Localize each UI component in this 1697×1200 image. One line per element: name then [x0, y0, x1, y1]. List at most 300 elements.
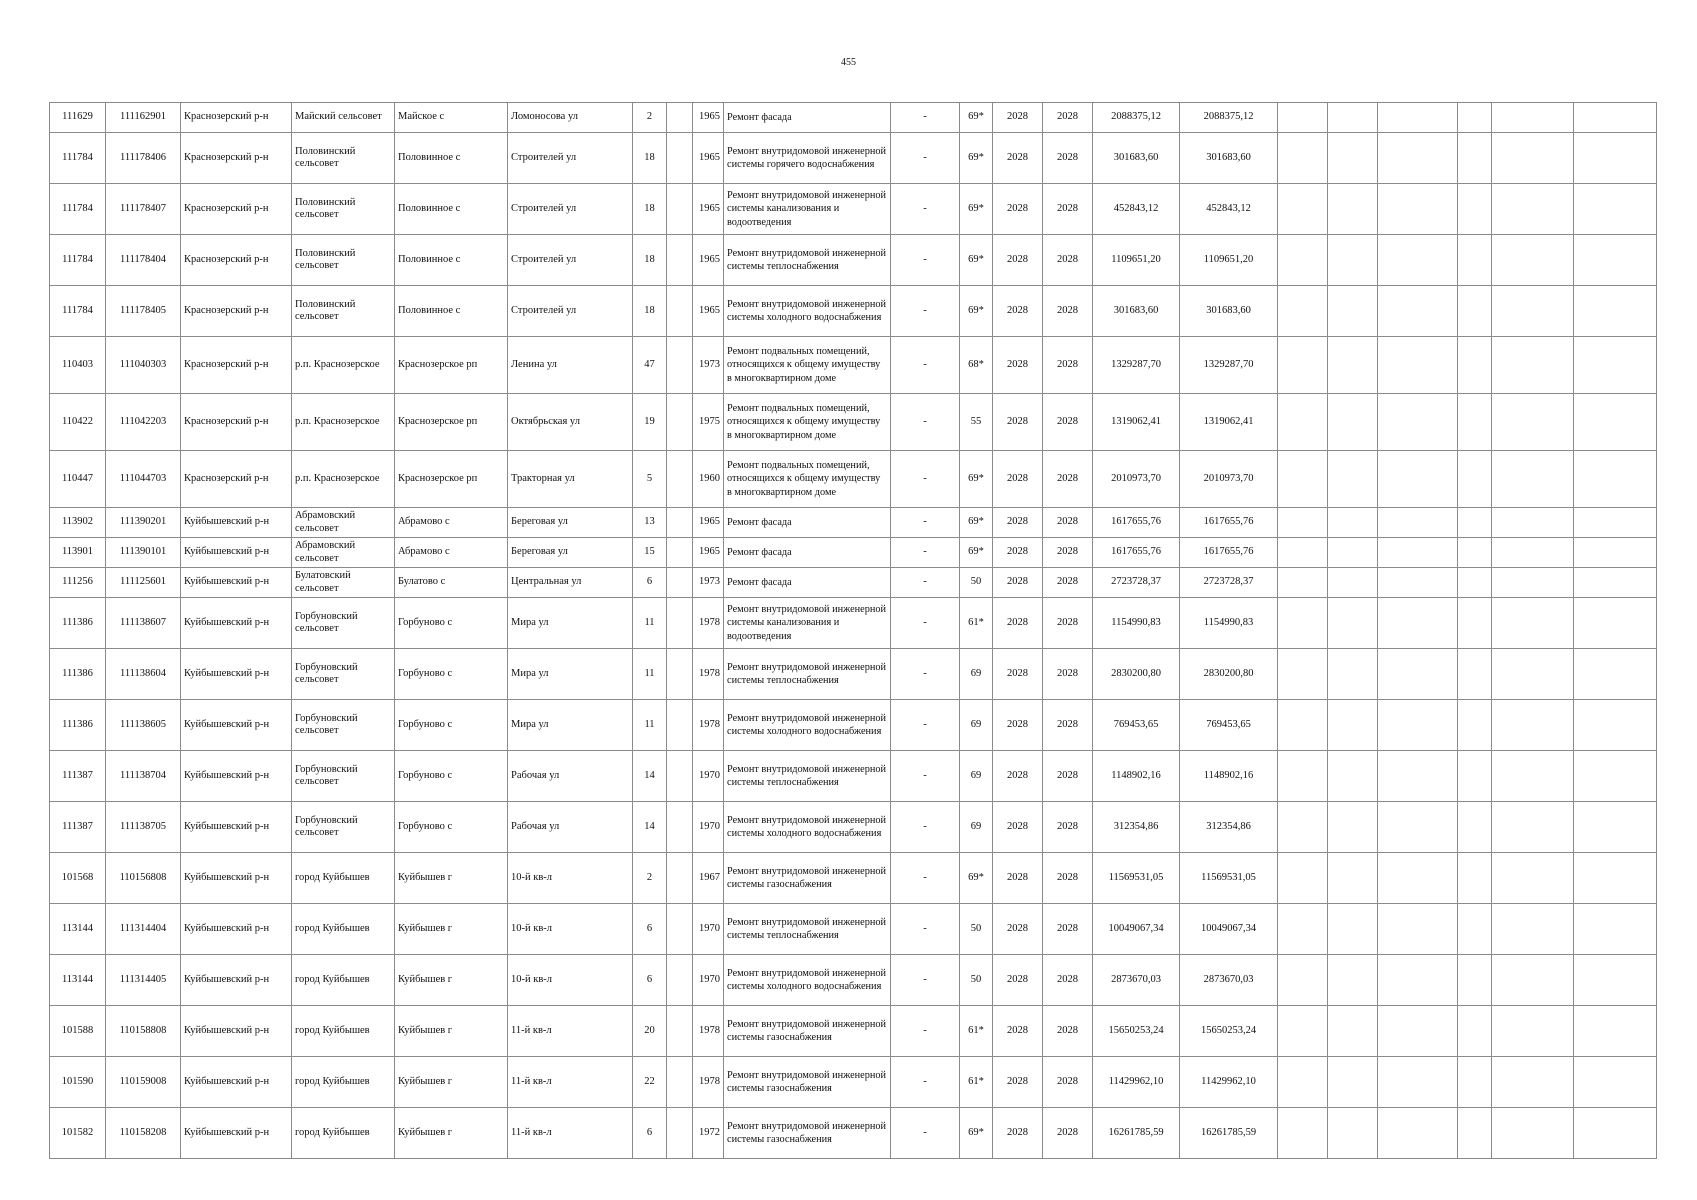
empty-cell: [1328, 649, 1378, 700]
total-cost-cell: 1109651,20: [1180, 235, 1278, 286]
empty-cell: [1378, 508, 1458, 538]
table-row: [50, 700, 1657, 751]
plan-year-end-cell: 2028: [1043, 235, 1093, 286]
empty-cell: [1328, 568, 1378, 598]
empty-cell: [1492, 1057, 1574, 1108]
house-number-cell: 5: [633, 451, 667, 508]
settlement-cell: Горбуновский сельсовет: [292, 700, 395, 751]
empty-cell: [1328, 955, 1378, 1006]
empty-cell: [1278, 700, 1328, 751]
work-type-cell: Ремонт фасада: [724, 538, 891, 568]
construction-year-cell: 1965: [693, 235, 724, 286]
construction-year-cell: 1965: [693, 508, 724, 538]
settlement-cell: город Куйбышев: [292, 1006, 395, 1057]
empty-cell: [1458, 751, 1492, 802]
district-cell: Краснозерский р-н: [181, 394, 292, 451]
building-cell: [667, 235, 693, 286]
wear-percent-cell: 50: [960, 568, 993, 598]
locality-cell: Абрамово с: [395, 508, 508, 538]
wear-percent-cell: 69*: [960, 184, 993, 235]
settlement-cell: р.п. Краснозерское: [292, 337, 395, 394]
settlement-cell: город Куйбышев: [292, 1108, 395, 1159]
table-row: [50, 286, 1657, 337]
district-cell: Куйбышевский р-н: [181, 1108, 292, 1159]
empty-cell: [1458, 1108, 1492, 1159]
empty-cell: [1458, 1057, 1492, 1108]
dash-cell: -: [891, 133, 960, 184]
row-id-cell: 111386: [50, 649, 106, 700]
building-cell: [667, 1057, 693, 1108]
dash-cell: -: [891, 337, 960, 394]
building-cell: [667, 568, 693, 598]
street-cell: 10-й кв-л: [508, 904, 633, 955]
house-number-cell: 6: [633, 1108, 667, 1159]
empty-cell: [1458, 394, 1492, 451]
locality-cell: Половинное с: [395, 133, 508, 184]
locality-cell: Куйбышев г: [395, 853, 508, 904]
plan-year-start-cell: 2028: [993, 1057, 1043, 1108]
plan-year-start-cell: 2028: [993, 394, 1043, 451]
empty-cell: [1574, 955, 1657, 1006]
work-type-cell: Ремонт подвальных помещений, относящихся к общему имуществу в многоквартирном доме: [724, 451, 891, 508]
street-cell: Мира ул: [508, 598, 633, 649]
street-cell: Октябрьская ул: [508, 394, 633, 451]
plan-year-start-cell: 2028: [993, 103, 1043, 133]
empty-cell: [1378, 649, 1458, 700]
wear-percent-cell: 69*: [960, 451, 993, 508]
empty-cell: [1458, 103, 1492, 133]
empty-cell: [1278, 103, 1328, 133]
wear-percent-cell: 50: [960, 904, 993, 955]
house-number-cell: 2: [633, 103, 667, 133]
district-cell: Куйбышевский р-н: [181, 649, 292, 700]
street-cell: Ленина ул: [508, 337, 633, 394]
empty-cell: [1278, 853, 1328, 904]
cost-cell: 2873670,03: [1093, 955, 1180, 1006]
construction-year-cell: 1965: [693, 286, 724, 337]
empty-cell: [1328, 235, 1378, 286]
empty-cell: [1378, 751, 1458, 802]
plan-year-start-cell: 2028: [993, 955, 1043, 1006]
settlement-cell: Майский сельсовет: [292, 103, 395, 133]
plan-year-end-cell: 2028: [1043, 394, 1093, 451]
row-code-cell: 111125601: [106, 568, 181, 598]
building-cell: [667, 133, 693, 184]
empty-cell: [1574, 394, 1657, 451]
cost-cell: 1617655,76: [1093, 508, 1180, 538]
plan-year-end-cell: 2028: [1043, 955, 1093, 1006]
table-row: [50, 568, 1657, 598]
empty-cell: [1378, 394, 1458, 451]
empty-cell: [1574, 451, 1657, 508]
district-cell: Куйбышевский р-н: [181, 700, 292, 751]
empty-cell: [1492, 700, 1574, 751]
house-number-cell: 47: [633, 337, 667, 394]
wear-percent-cell: 61*: [960, 598, 993, 649]
dash-cell: -: [891, 538, 960, 568]
empty-cell: [1458, 508, 1492, 538]
table-row: [50, 538, 1657, 568]
cost-cell: 10049067,34: [1093, 904, 1180, 955]
empty-cell: [1278, 904, 1328, 955]
locality-cell: Булатово с: [395, 568, 508, 598]
empty-cell: [1278, 1057, 1328, 1108]
row-id-cell: 110422: [50, 394, 106, 451]
empty-cell: [1378, 1057, 1458, 1108]
table-row: [50, 802, 1657, 853]
table-row: [50, 904, 1657, 955]
empty-cell: [1278, 955, 1328, 1006]
cost-cell: 301683,60: [1093, 133, 1180, 184]
empty-cell: [1458, 904, 1492, 955]
row-code-cell: 111138605: [106, 700, 181, 751]
plan-year-end-cell: 2028: [1043, 751, 1093, 802]
empty-cell: [1458, 286, 1492, 337]
building-cell: [667, 802, 693, 853]
empty-cell: [1458, 451, 1492, 508]
locality-cell: Краснозерское рп: [395, 337, 508, 394]
empty-cell: [1574, 508, 1657, 538]
house-number-cell: 6: [633, 568, 667, 598]
house-number-cell: 19: [633, 394, 667, 451]
empty-cell: [1492, 853, 1574, 904]
plan-year-start-cell: 2028: [993, 1108, 1043, 1159]
work-type-cell: Ремонт подвальных помещений, относящихся к общему имуществу в многоквартирном доме: [724, 394, 891, 451]
empty-cell: [1328, 538, 1378, 568]
table-row: [50, 853, 1657, 904]
construction-year-cell: 1970: [693, 904, 724, 955]
row-id-cell: 111784: [50, 235, 106, 286]
dash-cell: -: [891, 184, 960, 235]
house-number-cell: 11: [633, 700, 667, 751]
empty-cell: [1378, 1006, 1458, 1057]
empty-cell: [1574, 568, 1657, 598]
empty-cell: [1328, 337, 1378, 394]
work-type-cell: Ремонт внутридомовой инженерной системы холодного водоснабжения: [724, 802, 891, 853]
street-cell: Строителей ул: [508, 133, 633, 184]
row-code-cell: 111314404: [106, 904, 181, 955]
settlement-cell: Булатовский сельсовет: [292, 568, 395, 598]
total-cost-cell: 2830200,80: [1180, 649, 1278, 700]
table-row: [50, 649, 1657, 700]
row-id-cell: 113144: [50, 904, 106, 955]
total-cost-cell: 1329287,70: [1180, 337, 1278, 394]
settlement-cell: Горбуновский сельсовет: [292, 598, 395, 649]
row-code-cell: 111044703: [106, 451, 181, 508]
empty-cell: [1458, 184, 1492, 235]
dash-cell: -: [891, 451, 960, 508]
settlement-cell: город Куйбышев: [292, 1057, 395, 1108]
street-cell: Строителей ул: [508, 235, 633, 286]
work-type-cell: Ремонт внутридомовой инженерной системы газоснабжения: [724, 853, 891, 904]
empty-cell: [1378, 1108, 1458, 1159]
wear-percent-cell: 69*: [960, 853, 993, 904]
empty-cell: [1328, 802, 1378, 853]
empty-cell: [1328, 133, 1378, 184]
work-type-cell: Ремонт внутридомовой инженерной системы канализования и водоотведения: [724, 184, 891, 235]
house-number-cell: 14: [633, 802, 667, 853]
row-id-cell: 111256: [50, 568, 106, 598]
empty-cell: [1328, 103, 1378, 133]
row-id-cell: 111387: [50, 751, 106, 802]
work-type-cell: Ремонт внутридомовой инженерной системы газоснабжения: [724, 1108, 891, 1159]
house-number-cell: 6: [633, 955, 667, 1006]
empty-cell: [1328, 853, 1378, 904]
row-code-cell: 110159008: [106, 1057, 181, 1108]
empty-cell: [1574, 235, 1657, 286]
building-cell: [667, 853, 693, 904]
empty-cell: [1492, 955, 1574, 1006]
empty-cell: [1278, 184, 1328, 235]
empty-cell: [1574, 184, 1657, 235]
empty-cell: [1378, 904, 1458, 955]
work-type-cell: Ремонт внутридомовой инженерной системы канализования и водоотведения: [724, 598, 891, 649]
cost-cell: 452843,12: [1093, 184, 1180, 235]
empty-cell: [1378, 184, 1458, 235]
work-type-cell: Ремонт внутридомовой инженерной системы теплоснабжения: [724, 649, 891, 700]
empty-cell: [1574, 649, 1657, 700]
street-cell: Строителей ул: [508, 184, 633, 235]
total-cost-cell: 10049067,34: [1180, 904, 1278, 955]
building-cell: [667, 904, 693, 955]
house-number-cell: 18: [633, 184, 667, 235]
cost-cell: 1109651,20: [1093, 235, 1180, 286]
table-row: [50, 598, 1657, 649]
empty-cell: [1278, 508, 1328, 538]
dash-cell: -: [891, 904, 960, 955]
empty-cell: [1574, 133, 1657, 184]
work-type-cell: Ремонт внутридомовой инженерной системы холодного водоснабжения: [724, 286, 891, 337]
building-cell: [667, 1108, 693, 1159]
building-cell: [667, 184, 693, 235]
cost-cell: 2723728,37: [1093, 568, 1180, 598]
empty-cell: [1378, 955, 1458, 1006]
dash-cell: -: [891, 649, 960, 700]
wear-percent-cell: 61*: [960, 1057, 993, 1108]
plan-year-start-cell: 2028: [993, 133, 1043, 184]
wear-percent-cell: 69*: [960, 508, 993, 538]
plan-year-end-cell: 2028: [1043, 1006, 1093, 1057]
house-number-cell: 18: [633, 133, 667, 184]
empty-cell: [1458, 235, 1492, 286]
table-row: [50, 1006, 1657, 1057]
locality-cell: Майское с: [395, 103, 508, 133]
row-id-cell: 101582: [50, 1108, 106, 1159]
district-cell: Куйбышевский р-н: [181, 568, 292, 598]
settlement-cell: Половинский сельсовет: [292, 286, 395, 337]
total-cost-cell: 16261785,59: [1180, 1108, 1278, 1159]
row-id-cell: 111784: [50, 133, 106, 184]
plan-year-start-cell: 2028: [993, 337, 1043, 394]
plan-year-end-cell: 2028: [1043, 133, 1093, 184]
dash-cell: -: [891, 598, 960, 649]
construction-year-cell: 1973: [693, 337, 724, 394]
wear-percent-cell: 69*: [960, 286, 993, 337]
table-row: [50, 508, 1657, 538]
wear-percent-cell: 69*: [960, 538, 993, 568]
row-id-cell: 101590: [50, 1057, 106, 1108]
row-code-cell: 111314405: [106, 955, 181, 1006]
dash-cell: -: [891, 853, 960, 904]
row-code-cell: 110158208: [106, 1108, 181, 1159]
wear-percent-cell: 69*: [960, 133, 993, 184]
work-type-cell: Ремонт фасада: [724, 568, 891, 598]
locality-cell: Горбуново с: [395, 751, 508, 802]
street-cell: 11-й кв-л: [508, 1108, 633, 1159]
house-number-cell: 6: [633, 904, 667, 955]
plan-year-start-cell: 2028: [993, 904, 1043, 955]
empty-cell: [1492, 508, 1574, 538]
plan-year-start-cell: 2028: [993, 598, 1043, 649]
house-number-cell: 18: [633, 235, 667, 286]
table-body: [50, 103, 1657, 1159]
empty-cell: [1328, 904, 1378, 955]
row-code-cell: 111138705: [106, 802, 181, 853]
cost-cell: 1329287,70: [1093, 337, 1180, 394]
construction-year-cell: 1972: [693, 1108, 724, 1159]
empty-cell: [1574, 286, 1657, 337]
empty-cell: [1378, 286, 1458, 337]
empty-cell: [1574, 853, 1657, 904]
construction-year-cell: 1978: [693, 1057, 724, 1108]
building-cell: [667, 103, 693, 133]
cost-cell: 1319062,41: [1093, 394, 1180, 451]
empty-cell: [1278, 1108, 1328, 1159]
cost-cell: 1148902,16: [1093, 751, 1180, 802]
empty-cell: [1458, 133, 1492, 184]
locality-cell: Куйбышев г: [395, 1006, 508, 1057]
empty-cell: [1492, 103, 1574, 133]
table-row: [50, 337, 1657, 394]
total-cost-cell: 769453,65: [1180, 700, 1278, 751]
district-cell: Краснозерский р-н: [181, 451, 292, 508]
plan-year-end-cell: 2028: [1043, 538, 1093, 568]
work-type-cell: Ремонт внутридомовой инженерной системы холодного водоснабжения: [724, 700, 891, 751]
empty-cell: [1492, 538, 1574, 568]
district-cell: Куйбышевский р-н: [181, 1006, 292, 1057]
plan-year-end-cell: 2028: [1043, 451, 1093, 508]
work-type-cell: Ремонт фасада: [724, 103, 891, 133]
building-cell: [667, 598, 693, 649]
empty-cell: [1378, 700, 1458, 751]
street-cell: Мира ул: [508, 649, 633, 700]
settlement-cell: Горбуновский сельсовет: [292, 649, 395, 700]
cost-cell: 1154990,83: [1093, 598, 1180, 649]
empty-cell: [1328, 451, 1378, 508]
empty-cell: [1492, 451, 1574, 508]
construction-year-cell: 1978: [693, 700, 724, 751]
empty-cell: [1278, 451, 1328, 508]
total-cost-cell: 301683,60: [1180, 133, 1278, 184]
empty-cell: [1458, 853, 1492, 904]
empty-cell: [1574, 904, 1657, 955]
empty-cell: [1278, 568, 1328, 598]
construction-year-cell: 1978: [693, 1006, 724, 1057]
construction-year-cell: 1965: [693, 184, 724, 235]
empty-cell: [1278, 337, 1328, 394]
empty-cell: [1492, 235, 1574, 286]
locality-cell: Горбуново с: [395, 802, 508, 853]
construction-year-cell: 1975: [693, 394, 724, 451]
empty-cell: [1278, 235, 1328, 286]
empty-cell: [1378, 133, 1458, 184]
cost-cell: 2088375,12: [1093, 103, 1180, 133]
dash-cell: -: [891, 286, 960, 337]
table-row: [50, 751, 1657, 802]
street-cell: 11-й кв-л: [508, 1006, 633, 1057]
plan-year-start-cell: 2028: [993, 184, 1043, 235]
district-cell: Краснозерский р-н: [181, 337, 292, 394]
row-code-cell: 111162901: [106, 103, 181, 133]
locality-cell: Куйбышев г: [395, 1057, 508, 1108]
construction-year-cell: 1967: [693, 853, 724, 904]
district-cell: Куйбышевский р-н: [181, 751, 292, 802]
dash-cell: -: [891, 568, 960, 598]
row-id-cell: 101588: [50, 1006, 106, 1057]
house-number-cell: 18: [633, 286, 667, 337]
wear-percent-cell: 61*: [960, 1006, 993, 1057]
empty-cell: [1378, 337, 1458, 394]
plan-year-start-cell: 2028: [993, 568, 1043, 598]
locality-cell: Горбуново с: [395, 700, 508, 751]
street-cell: Рабочая ул: [508, 802, 633, 853]
locality-cell: Половинное с: [395, 235, 508, 286]
street-cell: Строителей ул: [508, 286, 633, 337]
table-row: [50, 184, 1657, 235]
district-cell: Куйбышевский р-н: [181, 955, 292, 1006]
cost-cell: 312354,86: [1093, 802, 1180, 853]
empty-cell: [1574, 538, 1657, 568]
total-cost-cell: 312354,86: [1180, 802, 1278, 853]
plan-year-start-cell: 2028: [993, 802, 1043, 853]
plan-year-end-cell: 2028: [1043, 598, 1093, 649]
plan-year-start-cell: 2028: [993, 538, 1043, 568]
row-code-cell: 111138607: [106, 598, 181, 649]
empty-cell: [1378, 853, 1458, 904]
row-id-cell: 111387: [50, 802, 106, 853]
row-id-cell: 113144: [50, 955, 106, 1006]
empty-cell: [1492, 751, 1574, 802]
total-cost-cell: 2723728,37: [1180, 568, 1278, 598]
page-number: 455: [841, 57, 856, 68]
building-cell: [667, 751, 693, 802]
total-cost-cell: 1617655,76: [1180, 538, 1278, 568]
total-cost-cell: 1617655,76: [1180, 508, 1278, 538]
district-cell: Куйбышевский р-н: [181, 598, 292, 649]
settlement-cell: город Куйбышев: [292, 853, 395, 904]
dash-cell: -: [891, 1057, 960, 1108]
plan-year-start-cell: 2028: [993, 1006, 1043, 1057]
empty-cell: [1328, 1108, 1378, 1159]
dash-cell: -: [891, 235, 960, 286]
empty-cell: [1278, 1006, 1328, 1057]
street-cell: Тракторная ул: [508, 451, 633, 508]
settlement-cell: Горбуновский сельсовет: [292, 802, 395, 853]
locality-cell: Половинное с: [395, 184, 508, 235]
empty-cell: [1278, 802, 1328, 853]
cost-cell: 2010973,70: [1093, 451, 1180, 508]
locality-cell: Краснозерское рп: [395, 394, 508, 451]
table-row: [50, 1057, 1657, 1108]
empty-cell: [1378, 235, 1458, 286]
table-row: [50, 955, 1657, 1006]
plan-year-start-cell: 2028: [993, 853, 1043, 904]
empty-cell: [1574, 598, 1657, 649]
row-code-cell: 111040303: [106, 337, 181, 394]
house-number-cell: 11: [633, 598, 667, 649]
work-type-cell: Ремонт подвальных помещений, относящихся к общему имуществу в многоквартирном доме: [724, 337, 891, 394]
construction-year-cell: 1970: [693, 955, 724, 1006]
